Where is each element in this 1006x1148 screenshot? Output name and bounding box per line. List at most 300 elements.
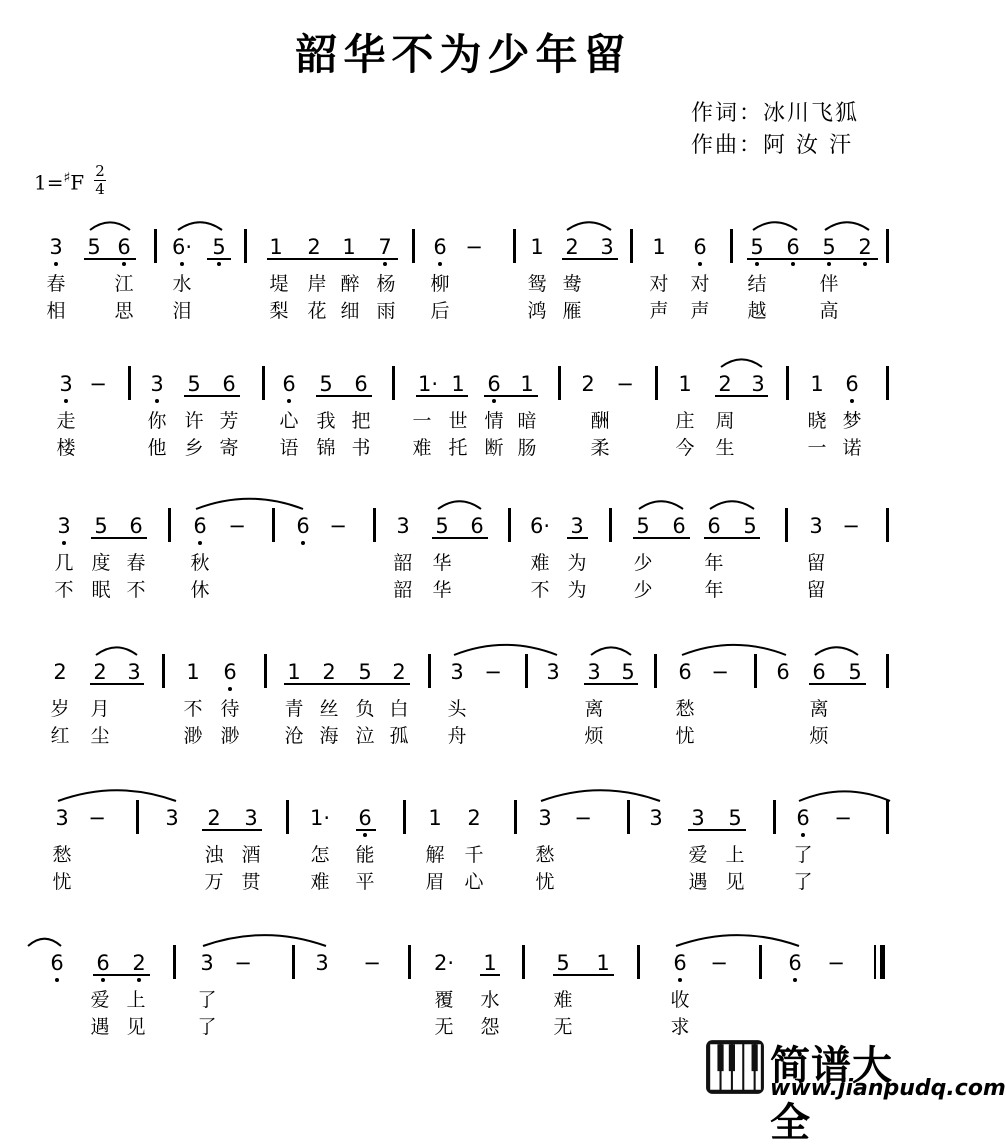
jianpu-note: 6 bbox=[812, 660, 826, 684]
lyric-char: 把 bbox=[351, 410, 371, 432]
lyric-char: 断 bbox=[484, 437, 504, 459]
lyric-char: 渺 bbox=[220, 725, 240, 747]
jianpu-note: 5 bbox=[556, 951, 570, 975]
lyric-char: 上 bbox=[725, 844, 745, 866]
song-title: 韶华不为少年留 bbox=[295, 30, 632, 79]
lyric-char: 眠 bbox=[91, 579, 111, 601]
lower-octave-dot bbox=[755, 262, 759, 266]
lyric-char: 后 bbox=[430, 300, 450, 322]
lyric-char: 月 bbox=[90, 698, 110, 720]
lyric-char: 秋 bbox=[190, 552, 210, 574]
lower-octave-dot bbox=[122, 262, 126, 266]
lyric-char: 华 bbox=[432, 552, 452, 574]
dash-note: − bbox=[234, 951, 252, 975]
lyric-char: 怎 bbox=[310, 844, 330, 866]
lyric-char: 为 bbox=[567, 579, 587, 601]
jianpu-note: 6 bbox=[673, 951, 687, 975]
jianpu-note: 5 bbox=[728, 806, 742, 830]
lyric-char: 不 bbox=[183, 698, 203, 720]
jianpu-note: 5 bbox=[750, 235, 764, 259]
jianpu-note: 3 bbox=[649, 806, 663, 830]
lyric-char: 无 bbox=[553, 1016, 573, 1038]
slur bbox=[541, 790, 660, 801]
jianpu-note: 2· bbox=[433, 951, 455, 975]
lyric-char: 覆 bbox=[434, 989, 454, 1011]
dash-note: − bbox=[574, 806, 592, 830]
lyric-char: 寄 bbox=[219, 437, 239, 459]
lyric-char: 千 bbox=[464, 844, 484, 866]
slur bbox=[454, 645, 557, 655]
jianpu-note: 5 bbox=[743, 514, 757, 538]
jianpu-note: 6 bbox=[282, 372, 296, 396]
jianpu-note: 3 bbox=[691, 806, 705, 830]
dash-note: − bbox=[89, 372, 107, 396]
jianpu-note: 1 bbox=[652, 235, 666, 259]
lower-octave-dot bbox=[228, 687, 232, 691]
lyric-char: 对 bbox=[649, 273, 669, 295]
lyric-char: 韶 bbox=[393, 552, 413, 574]
jianpu-note: 2 bbox=[322, 660, 336, 684]
lyric-char: 鸿 bbox=[527, 300, 547, 322]
jianpu-note: 6 bbox=[193, 514, 207, 538]
jianpu-note: 5 bbox=[848, 660, 862, 684]
lyric-char: 杨 bbox=[376, 273, 396, 295]
lyric-char: 托 bbox=[448, 437, 468, 459]
lyric-char: 年 bbox=[704, 552, 724, 574]
jianpu-note: 6 bbox=[796, 806, 810, 830]
jianpu-note: 6 bbox=[693, 235, 707, 259]
lower-octave-dot bbox=[827, 262, 831, 266]
jianpu-note: 1 bbox=[810, 372, 824, 396]
jianpu-note: 6 bbox=[776, 660, 790, 684]
jianpu-note: 3 bbox=[570, 514, 584, 538]
dash-note: − bbox=[711, 660, 729, 684]
lyric-char: 柳 bbox=[430, 273, 450, 295]
lyric-char: 声 bbox=[690, 300, 710, 322]
lyric-char: 细 bbox=[340, 300, 360, 322]
lyric-char: 离 bbox=[809, 698, 829, 720]
lyric-char: 平 bbox=[355, 871, 375, 893]
jianpu-note: 2 bbox=[718, 372, 732, 396]
slur bbox=[203, 935, 326, 946]
lyric-char: 岸 bbox=[307, 273, 327, 295]
lyric-char: 许 bbox=[184, 410, 204, 432]
lyric-char: 楼 bbox=[56, 437, 76, 459]
jianpu-note: 2 bbox=[207, 806, 221, 830]
jianpu-note: 3 bbox=[150, 372, 164, 396]
dash-note: − bbox=[616, 372, 634, 396]
lyric-char: 水 bbox=[172, 273, 192, 295]
lyric-char: 暗 bbox=[517, 410, 537, 432]
jianpu-note: 5 bbox=[319, 372, 333, 396]
lyric-char: 语 bbox=[279, 437, 299, 459]
jianpu-note: 6 bbox=[358, 806, 372, 830]
lower-octave-dot bbox=[863, 262, 867, 266]
lyric-char: 诺 bbox=[842, 437, 862, 459]
slur bbox=[90, 222, 130, 230]
lyric-char: 遇 bbox=[688, 871, 708, 893]
site-url: www.jianpudq.com bbox=[770, 1076, 1006, 1101]
jianpu-note: 1 bbox=[269, 235, 283, 259]
lyric-char: 眉 bbox=[425, 871, 445, 893]
jianpu-note: 3 bbox=[200, 951, 214, 975]
lyric-char: 肠 bbox=[517, 437, 537, 459]
lyric-char: 书 bbox=[351, 437, 371, 459]
lyric-char: 烦 bbox=[809, 725, 829, 747]
lyric-char: 走 bbox=[56, 410, 76, 432]
lower-octave-dot bbox=[793, 978, 797, 982]
jianpu-note: 5 bbox=[187, 372, 201, 396]
lower-octave-dot bbox=[64, 399, 68, 403]
site-logo-text: 简谱大全 bbox=[770, 1043, 893, 1146]
lyric-char: 一 bbox=[807, 437, 827, 459]
lyric-char: 孤 bbox=[389, 725, 409, 747]
jianpu-note: 6 bbox=[433, 235, 447, 259]
lyric-char: 梦 bbox=[842, 410, 862, 432]
lyric-char: 为 bbox=[567, 552, 587, 574]
dash-note: − bbox=[484, 660, 502, 684]
lyric-char: 度 bbox=[91, 552, 111, 574]
jianpu-note: 3 bbox=[165, 806, 179, 830]
key-prefix: 1= bbox=[34, 170, 64, 195]
lyric-char: 世 bbox=[448, 410, 468, 432]
jianpu-note: 2 bbox=[53, 660, 67, 684]
lower-octave-dot bbox=[198, 541, 202, 545]
lower-octave-dot bbox=[62, 541, 66, 545]
jianpu-note: 6 bbox=[50, 951, 64, 975]
lyric-char: 越 bbox=[747, 300, 767, 322]
jianpu-note: 6 bbox=[672, 514, 686, 538]
lyric-char: 舟 bbox=[447, 725, 467, 747]
slur bbox=[815, 647, 858, 655]
lower-octave-dot bbox=[101, 978, 105, 982]
lyric-char: 见 bbox=[126, 1016, 146, 1038]
lyric-char: 思 bbox=[114, 300, 134, 322]
jianpu-note: 1· bbox=[417, 372, 439, 396]
jianpu-note: 2 bbox=[307, 235, 321, 259]
lyric-char: 堤 bbox=[269, 273, 289, 295]
slur bbox=[753, 222, 797, 230]
lower-octave-dot bbox=[55, 978, 59, 982]
jianpu-note: 6· bbox=[529, 514, 551, 538]
jianpu-note: 6 bbox=[786, 235, 800, 259]
time-numerator: 2 bbox=[95, 162, 105, 180]
lyric-char: 不 bbox=[126, 579, 146, 601]
slur bbox=[28, 939, 61, 946]
slur bbox=[196, 499, 303, 509]
lyric-char: 求 bbox=[670, 1016, 690, 1038]
lyric-char: 渺 bbox=[183, 725, 203, 747]
lyric-char: 江 bbox=[114, 273, 134, 295]
lyric-char: 花 bbox=[307, 300, 327, 322]
lyric-char: 尘 bbox=[90, 725, 110, 747]
lyric-char: 了 bbox=[197, 989, 217, 1011]
lyric-char: 了 bbox=[793, 871, 813, 893]
jianpu-note: 3 bbox=[600, 235, 614, 259]
lyric-char: 了 bbox=[197, 1016, 217, 1038]
jianpu-note: 1 bbox=[186, 660, 200, 684]
jianpu-note: 5 bbox=[358, 660, 372, 684]
jianpu-note: 5 bbox=[822, 235, 836, 259]
lyric-char: 难 bbox=[412, 437, 432, 459]
lyric-char: 今 bbox=[675, 437, 695, 459]
jianpu-note: 5 bbox=[636, 514, 650, 538]
lyric-char: 愁 bbox=[52, 844, 72, 866]
lyric-char: 休 bbox=[190, 579, 210, 601]
slur bbox=[721, 359, 762, 367]
lyric-char: 结 bbox=[747, 273, 767, 295]
jianpu-note: 6 bbox=[845, 372, 859, 396]
lyric-char: 爱 bbox=[688, 844, 708, 866]
lyric-char: 他 bbox=[147, 437, 167, 459]
jianpu-note: 6 bbox=[788, 951, 802, 975]
jianpu-note: 6 bbox=[470, 514, 484, 538]
lyric-char: 柔 bbox=[590, 437, 610, 459]
jianpu-note: 6 bbox=[96, 951, 110, 975]
lyric-char: 鸯 bbox=[562, 273, 582, 295]
lyric-char: 你 bbox=[147, 410, 167, 432]
lyric-char: 雨 bbox=[376, 300, 396, 322]
lyric-char: 我 bbox=[316, 410, 336, 432]
lyric-char: 爱 bbox=[90, 989, 110, 1011]
lyricist-credit: 作词：冰川飞狐 bbox=[691, 101, 860, 126]
lyric-char: 雁 bbox=[562, 300, 582, 322]
dash-note: − bbox=[827, 951, 845, 975]
slur bbox=[591, 647, 631, 655]
lyric-char: 泣 bbox=[355, 725, 375, 747]
jianpu-note: 3 bbox=[809, 514, 823, 538]
jianpu-note: 1 bbox=[596, 951, 610, 975]
lyric-char: 难 bbox=[310, 871, 330, 893]
lyric-char: 伴 bbox=[819, 273, 839, 295]
lyric-char: 酬 bbox=[590, 410, 610, 432]
lyric-char: 遇 bbox=[90, 1016, 110, 1038]
lower-octave-dot bbox=[287, 399, 291, 403]
lyric-char: 声 bbox=[649, 300, 669, 322]
lower-octave-dot bbox=[698, 262, 702, 266]
lyric-char: 相 bbox=[46, 300, 66, 322]
jianpu-note: 6 bbox=[222, 372, 236, 396]
lyric-char: 生 bbox=[715, 437, 735, 459]
jianpu-note: 6 bbox=[117, 235, 131, 259]
jianpu-note: 1· bbox=[309, 806, 331, 830]
lyric-char: 负 bbox=[355, 698, 375, 720]
jianpu-note: 6· bbox=[171, 235, 193, 259]
jianpu-note: 3 bbox=[59, 372, 73, 396]
lyric-char: 无 bbox=[434, 1016, 454, 1038]
slur bbox=[438, 501, 481, 509]
lyric-char: 不 bbox=[530, 579, 550, 601]
lyric-char: 忧 bbox=[52, 871, 72, 893]
lyric-char: 难 bbox=[530, 552, 550, 574]
lower-octave-dot bbox=[438, 262, 442, 266]
lyric-char: 周 bbox=[715, 410, 735, 432]
slur bbox=[682, 645, 786, 655]
lower-octave-dot bbox=[180, 262, 184, 266]
jianpu-note: 3 bbox=[55, 806, 69, 830]
lyric-char: 贯 bbox=[241, 871, 261, 893]
jianpu-note: 6 bbox=[678, 660, 692, 684]
lyric-char: 青 bbox=[284, 698, 304, 720]
jianpu-note: 6 bbox=[707, 514, 721, 538]
lyric-char: 岁 bbox=[50, 698, 70, 720]
lyric-char: 几 bbox=[54, 552, 74, 574]
lyric-char: 乡 bbox=[184, 437, 204, 459]
lyric-char: 庄 bbox=[675, 410, 695, 432]
lower-octave-dot bbox=[492, 399, 496, 403]
jianpu-note: 3 bbox=[546, 660, 560, 684]
lower-octave-dot bbox=[137, 978, 141, 982]
composer-credit: 作曲：阿 汝 汗 bbox=[691, 133, 853, 158]
lyric-char: 酒 bbox=[241, 844, 261, 866]
dash-note: − bbox=[363, 951, 381, 975]
lyric-char: 忧 bbox=[535, 871, 555, 893]
lyric-char: 不 bbox=[54, 579, 74, 601]
slur bbox=[639, 501, 683, 509]
jianpu-note: 2 bbox=[565, 235, 579, 259]
jianpu-note: 2 bbox=[467, 806, 481, 830]
lyric-char: 白 bbox=[389, 698, 409, 720]
jianpu-note: 1 bbox=[428, 806, 442, 830]
lower-octave-dot bbox=[791, 262, 795, 266]
lyric-char: 烦 bbox=[584, 725, 604, 747]
jianpu-note: 5 bbox=[87, 235, 101, 259]
jianpu-note: 3 bbox=[450, 660, 464, 684]
lyric-char: 难 bbox=[553, 989, 573, 1011]
jianpu-note: 3 bbox=[587, 660, 601, 684]
lyric-char: 海 bbox=[319, 725, 339, 747]
jianpu-note: 3 bbox=[244, 806, 258, 830]
jianpu-note: 3 bbox=[49, 235, 63, 259]
lyric-char: 心 bbox=[464, 871, 484, 893]
jianpu-note: 6 bbox=[354, 372, 368, 396]
jianpu-note: 5 bbox=[621, 660, 635, 684]
lyric-char: 对 bbox=[690, 273, 710, 295]
lyric-char: 情 bbox=[484, 410, 504, 432]
lyric-char: 鸳 bbox=[527, 273, 547, 295]
lyric-char: 离 bbox=[584, 698, 604, 720]
jianpu-note: 1 bbox=[520, 372, 534, 396]
jianpu-note: 3 bbox=[57, 514, 71, 538]
jianpu-note: 5 bbox=[94, 514, 108, 538]
lyric-char: 华 bbox=[432, 579, 452, 601]
time-denominator: 4 bbox=[95, 180, 105, 198]
lyric-char: 心 bbox=[279, 410, 299, 432]
piano-keys-icon bbox=[704, 1036, 766, 1098]
lyric-char: 了 bbox=[793, 844, 813, 866]
lower-octave-dot bbox=[801, 833, 805, 837]
lyric-char: 留 bbox=[806, 552, 826, 574]
lyric-char: 高 bbox=[819, 300, 839, 322]
lyric-char: 能 bbox=[355, 844, 375, 866]
jianpu-note: 2 bbox=[581, 372, 595, 396]
jianpu-note: 6 bbox=[129, 514, 143, 538]
lower-octave-dot bbox=[383, 262, 387, 266]
lyric-char: 沧 bbox=[284, 725, 304, 747]
dash-note: − bbox=[88, 806, 106, 830]
dash-note: − bbox=[465, 235, 483, 259]
lyric-char: 少 bbox=[633, 579, 653, 601]
lower-octave-dot bbox=[678, 978, 682, 982]
dash-note: − bbox=[228, 514, 246, 538]
key-note: F bbox=[70, 170, 85, 195]
dash-note: − bbox=[842, 514, 860, 538]
slur bbox=[178, 222, 222, 230]
slur bbox=[96, 647, 137, 655]
slur bbox=[710, 501, 754, 509]
lyric-char: 晓 bbox=[807, 410, 827, 432]
jianpu-note: 2 bbox=[93, 660, 107, 684]
lyric-char: 少 bbox=[633, 552, 653, 574]
slur bbox=[58, 790, 176, 801]
jianpu-note: 1 bbox=[287, 660, 301, 684]
lyric-char: 愁 bbox=[675, 698, 695, 720]
sharp-sign: ♯ bbox=[63, 170, 71, 186]
jianpu-note: 1 bbox=[678, 372, 692, 396]
jianpu-note: 2 bbox=[392, 660, 406, 684]
jianpu-note: 6 bbox=[487, 372, 501, 396]
jianpu-note: 1 bbox=[451, 372, 465, 396]
lower-octave-dot bbox=[363, 833, 367, 837]
lyric-char: 留 bbox=[806, 579, 826, 601]
lyric-char: 怨 bbox=[480, 1016, 500, 1038]
jianpu-note: 2 bbox=[132, 951, 146, 975]
lyric-char: 醉 bbox=[340, 273, 360, 295]
lyric-char: 红 bbox=[50, 725, 70, 747]
lyric-char: 收 bbox=[670, 989, 690, 1011]
lower-octave-dot bbox=[54, 262, 58, 266]
lyric-char: 忧 bbox=[675, 725, 695, 747]
jianpu-note: 1 bbox=[483, 951, 497, 975]
lyric-char: 韶 bbox=[393, 579, 413, 601]
lyric-char: 头 bbox=[447, 698, 467, 720]
lyric-char: 水 bbox=[480, 989, 500, 1011]
jianpu-note: 6 bbox=[296, 514, 310, 538]
jianpu-note: 3 bbox=[538, 806, 552, 830]
jianpu-note: 3 bbox=[127, 660, 141, 684]
dash-note: − bbox=[329, 514, 347, 538]
lyric-char: 春 bbox=[46, 273, 66, 295]
lower-octave-dot bbox=[301, 541, 305, 545]
jianpu-note: 3 bbox=[315, 951, 329, 975]
slur bbox=[676, 935, 799, 946]
slur bbox=[799, 791, 890, 801]
lower-octave-dot bbox=[850, 399, 854, 403]
jianpu-note: 7 bbox=[378, 235, 392, 259]
lyric-char: 上 bbox=[126, 989, 146, 1011]
lyric-char: 芳 bbox=[219, 410, 239, 432]
lyric-char: 春 bbox=[126, 552, 146, 574]
jianpu-note: 1 bbox=[530, 235, 544, 259]
jianpu-note: 2 bbox=[858, 235, 872, 259]
lyric-char: 泪 bbox=[172, 300, 192, 322]
jianpu-note: 1 bbox=[342, 235, 356, 259]
dash-note: − bbox=[834, 806, 852, 830]
lyric-char: 待 bbox=[220, 698, 240, 720]
lyric-char: 浊 bbox=[204, 844, 224, 866]
lyric-char: 锦 bbox=[316, 437, 336, 459]
lower-octave-dot bbox=[217, 262, 221, 266]
lyric-char: 见 bbox=[725, 871, 745, 893]
jianpu-note: 6 bbox=[223, 660, 237, 684]
slur bbox=[567, 222, 611, 230]
lower-octave-dot bbox=[155, 399, 159, 403]
lyric-char: 万 bbox=[204, 871, 224, 893]
lyric-char: 愁 bbox=[535, 844, 555, 866]
jianpu-note: 5 bbox=[212, 235, 226, 259]
lyric-char: 梨 bbox=[269, 300, 289, 322]
dash-note: − bbox=[710, 951, 728, 975]
